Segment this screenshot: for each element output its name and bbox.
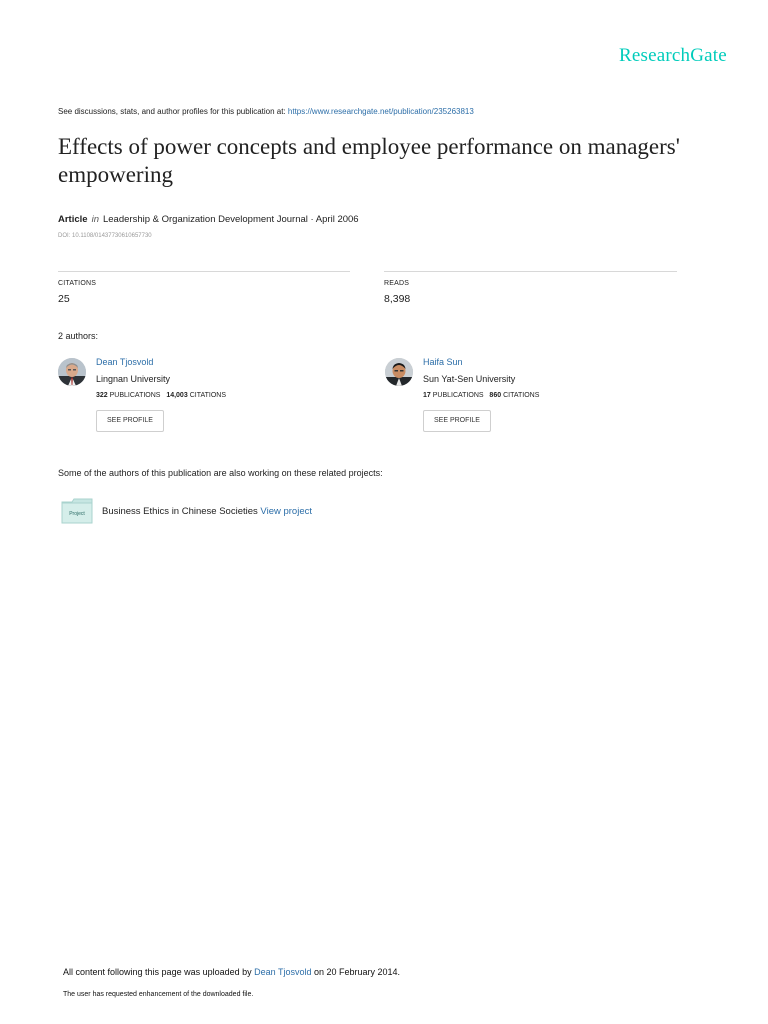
author-institution[interactable]: Lingnan University xyxy=(96,374,171,384)
view-project-link[interactable]: View project xyxy=(260,506,312,517)
author-stats xyxy=(96,392,226,399)
publications-count: 17 xyxy=(423,392,431,399)
citations-label: CITATIONS xyxy=(58,280,97,287)
see-profile-button[interactable]: SEE PROFILE xyxy=(96,410,164,432)
see-profile-button[interactable]: SEE PROFILE xyxy=(423,410,491,432)
citations-value: 25 xyxy=(58,293,70,305)
citations-count: 860 xyxy=(489,392,502,399)
citations-label: CITATIONS xyxy=(189,392,226,399)
publication-source-line xyxy=(58,107,474,116)
reads-value: 8,398 xyxy=(384,293,411,305)
project-name: Business Ethics in Chinese Societies xyxy=(102,506,258,517)
in-word: in xyxy=(91,214,99,225)
folder-icon xyxy=(61,498,93,524)
person-photo-icon xyxy=(58,358,86,386)
article-meta xyxy=(58,214,359,225)
article-title: Effects of power concepts and employee performance on managers' empowering xyxy=(58,134,680,187)
author-name-link[interactable]: Haifa Sun xyxy=(423,357,463,367)
publications-label: PUBLICATIONS xyxy=(432,392,484,399)
see-discussions-text: See discussions, stats, and author profiles for this publication at: xyxy=(58,107,288,116)
publications-count: 322 xyxy=(96,392,108,399)
citations-divider xyxy=(58,271,350,272)
article-doi: DOI: 10.1108/01437730610657730 xyxy=(58,233,152,239)
uploaded-prefix: All content following this page was uploaded by xyxy=(63,967,255,977)
author-name-link[interactable]: Dean Tjosvold xyxy=(96,357,154,367)
related-projects-heading: Some of the authors of this publication are also working on these related projects: xyxy=(58,468,383,478)
publication-url-link[interactable]: https://www.researchgate.net/publication/235263813 xyxy=(287,107,474,116)
reads-label: READS xyxy=(384,280,410,287)
reads-divider xyxy=(384,271,677,272)
citations-label: CITATIONS xyxy=(503,392,540,399)
researchgate-logo[interactable]: ResearchGate xyxy=(619,45,727,66)
project-folder-icon[interactable] xyxy=(61,498,93,524)
author-institution[interactable]: Sun Yat-Sen University xyxy=(423,374,516,384)
uploader-link[interactable]: Dean Tjosvold xyxy=(254,967,312,977)
journal-date[interactable]: Leadership & Organization Development Journal · April 2006 xyxy=(102,214,359,225)
citations-count: 14,003 xyxy=(166,392,188,399)
project-icon-label: Project xyxy=(69,511,85,517)
author-avatar-haifa-sun[interactable] xyxy=(385,358,413,386)
enhancement-note: The user has requested enhancement of the downloaded file. xyxy=(63,991,254,998)
uploaded-suffix: on 20 February 2014. xyxy=(311,967,401,977)
author-stats xyxy=(423,392,539,399)
upload-info xyxy=(63,967,400,977)
authors-heading: 2 authors: xyxy=(58,331,99,341)
author-avatar-dean-tjosvold[interactable] xyxy=(58,358,86,386)
article-type: Article xyxy=(58,214,88,225)
person-photo-icon xyxy=(385,358,413,386)
project-item xyxy=(102,506,312,517)
publications-label: PUBLICATIONS xyxy=(109,392,161,399)
